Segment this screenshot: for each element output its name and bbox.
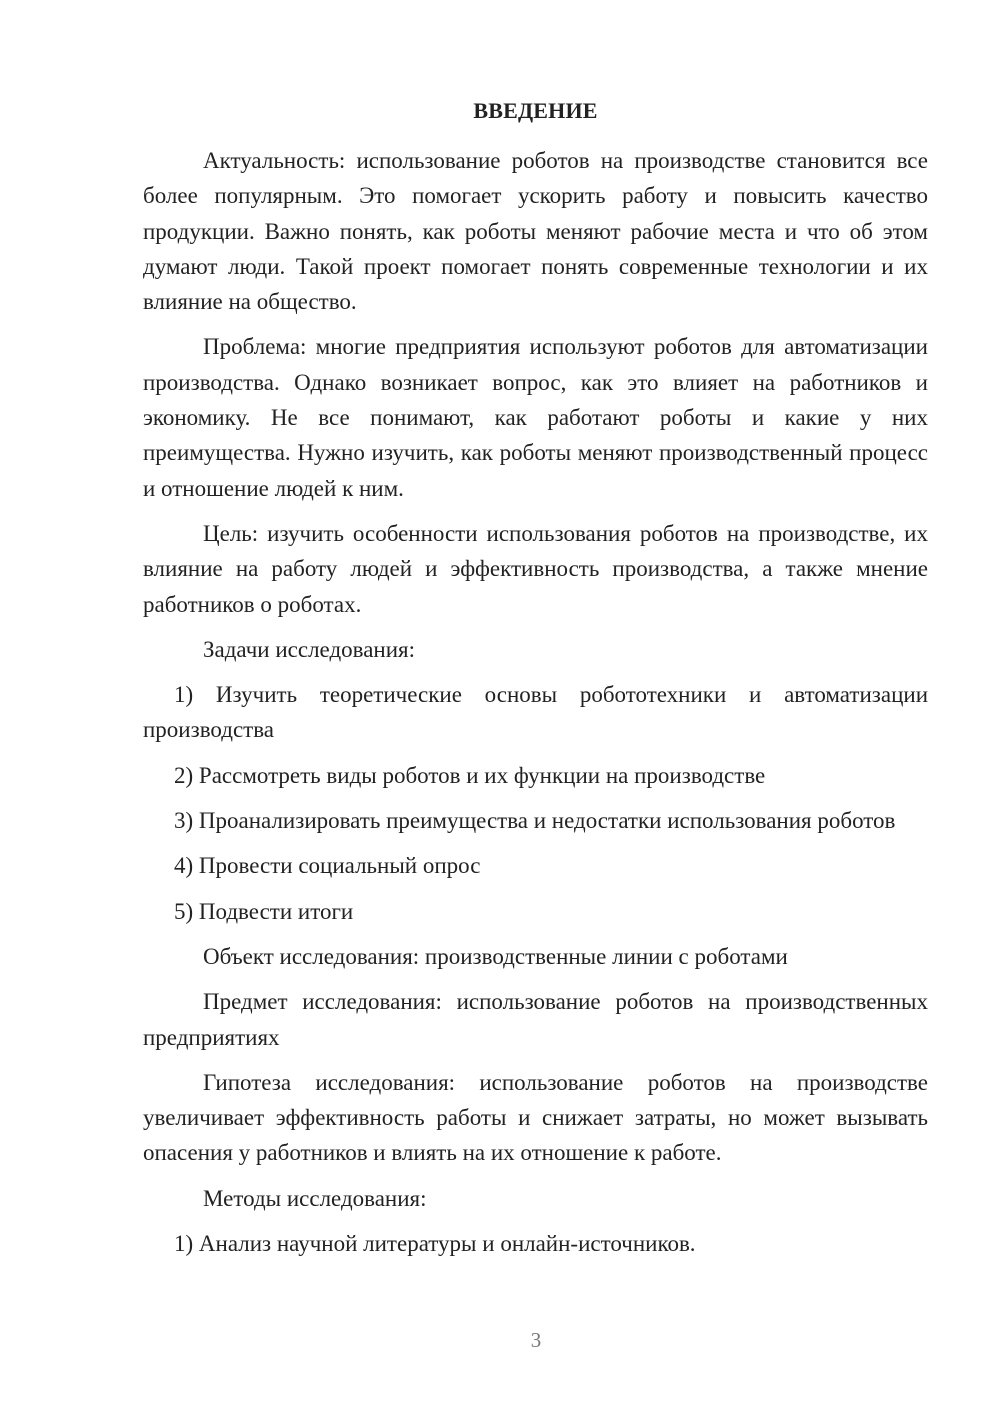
task-item-5: 5) Подвести итоги bbox=[174, 898, 354, 924]
relevance-paragraph: Актуальность: использование роботов на производстве становится все более популярным. Это помогает ускорить работу и повысить качество продукции. Важно понять, как роботы меняют рабочие места и что об этом думают люди. Такой проект помогает понять современные технологии и их влияние на общество. bbox=[143, 148, 928, 315]
method-item-1: 1) Анализ научной литературы и онлайн-источников. bbox=[174, 1231, 696, 1257]
task-item-2: 2) Рассмотреть виды роботов и их функции на производстве bbox=[174, 762, 766, 788]
page-number: 3 bbox=[530, 1328, 542, 1352]
task-item-1: 1) Изучить теоретические основы робототехники и автоматизации производства bbox=[143, 682, 928, 743]
problem-paragraph: Проблема: многие предприятия используют роботов для автоматизации производства. Однако возникает вопрос, как это влияет на работников и экономику. Не все понимают, как работают роботы и какие у них преимущества. Нужно изучить, как роботы меняют производственный процесс и отношение людей к ним. bbox=[143, 334, 928, 501]
hypothesis-paragraph: Гипотеза исследования: использование роботов на производстве увеличивает эффективность работы и снижает затраты, но может вызывать опасения у работников и влиять на их отношение к работе. bbox=[143, 1069, 928, 1166]
tasks-heading: Задачи исследования: bbox=[203, 636, 416, 662]
task-item-3: 3) Проанализировать преимущества и недостатки использования роботов bbox=[174, 808, 896, 834]
subject-paragraph: Предмет исследования: использование роботов на производственных предприятиях bbox=[143, 989, 928, 1050]
methods-heading: Методы исследования: bbox=[203, 1185, 427, 1211]
object-paragraph: Объект исследования: производственные линии с роботами bbox=[203, 943, 788, 969]
task-item-4: 4) Провести социальный опрос bbox=[174, 853, 481, 879]
goal-paragraph: Цель: изучить особенности использования роботов на производстве, их влияние на работу людей и эффективность производства, а также мнение работников о роботах. bbox=[143, 520, 928, 617]
page-title: ВВЕДЕНИЕ bbox=[473, 98, 598, 123]
page-content bbox=[143, 96, 928, 1271]
